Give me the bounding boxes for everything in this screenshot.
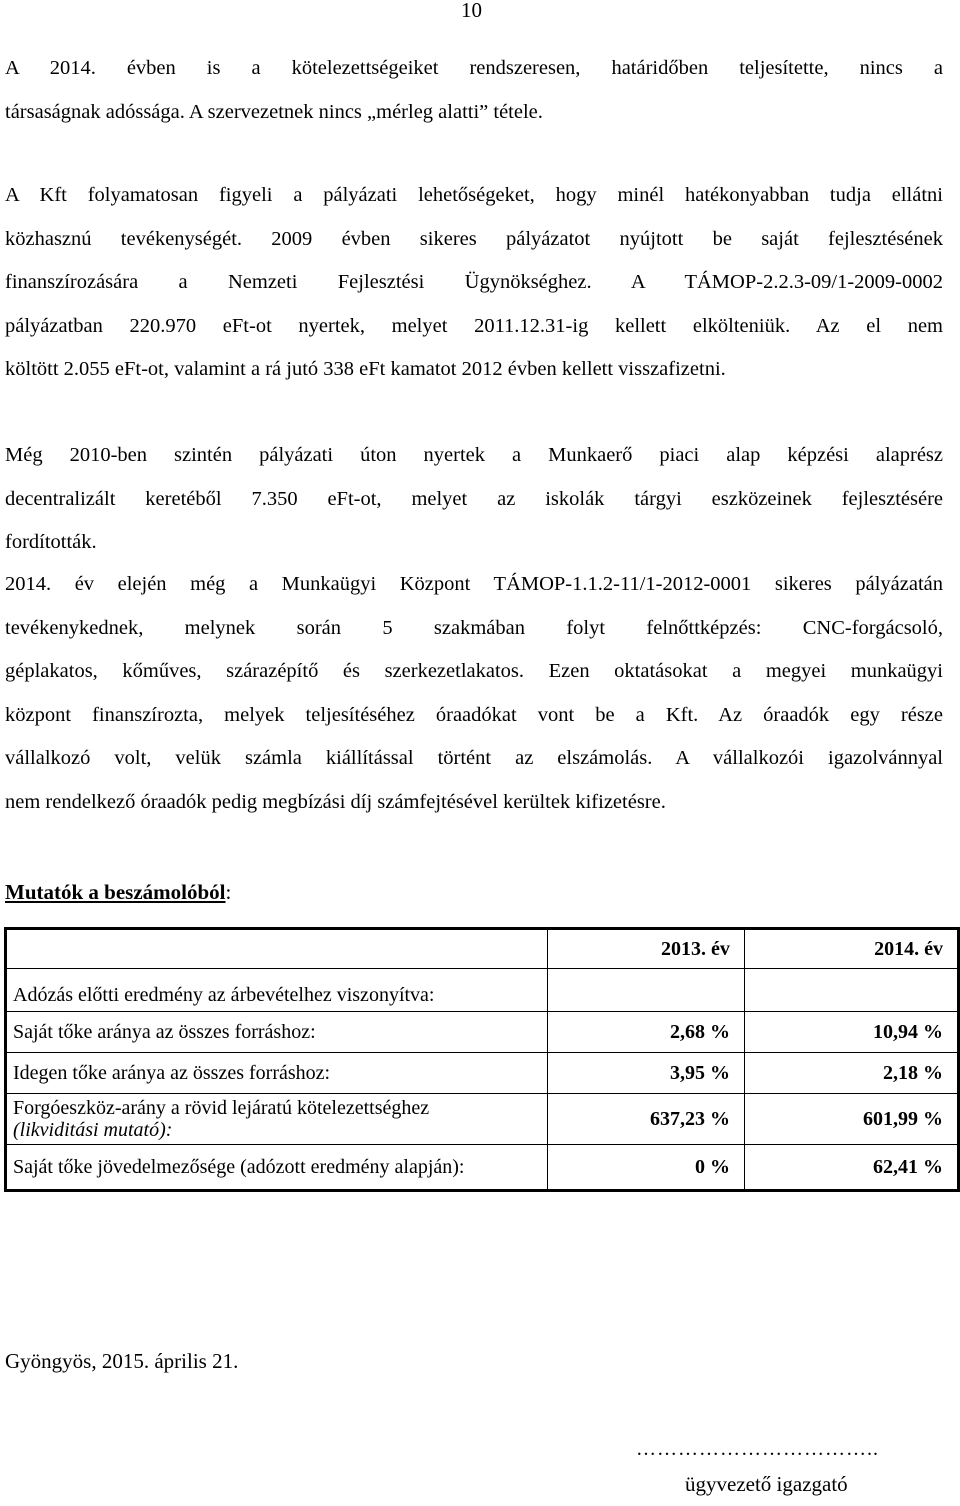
signature-title: ügyvezető igazgató	[685, 1472, 848, 1496]
value-2014: 10,94 %	[744, 1012, 958, 1053]
table-row	[6, 1145, 959, 1191]
row-label: Saját tőke aránya az összes forráshoz:	[6, 1012, 548, 1053]
value-2013: 0 %	[548, 1145, 745, 1191]
row-label-line: Forgóeszköz-arány a rövid lejáratú kötelezettséghez	[13, 1097, 430, 1119]
text-line: A Kft folyamatosan figyeli a pályázati lehetőségeket, hogy minél hatékonyabban tudja ellátni	[5, 184, 943, 206]
text-line: 2014. év elején még a Munkaügyi Központ TÁMOP-1.1.2-11/1-2012-0001 sikeres pályázatán	[5, 573, 943, 595]
page-number: 10	[461, 0, 482, 22]
text-line: pályázatban 220.970 eFt-ot nyertek, melyet 2011.12.31-ig kellett elkölteniük. Az el nem	[5, 314, 943, 337]
text-line: nem rendelkező óraadók pedig megbízási díj számfejtésével kerültek kifizetésre.	[5, 790, 666, 813]
value-2014	[744, 969, 958, 1012]
value-2013	[548, 969, 745, 1012]
indicators-table	[4, 927, 960, 1192]
indicators-heading-colon: :	[225, 880, 232, 904]
text-line: Még 2010-ben szintén pályázati úton nyertek a Munkaerő piaci alap képzési alaprész	[5, 444, 943, 466]
column-header-2013: 2013. év	[548, 929, 745, 969]
table-header-empty-cell	[6, 929, 548, 969]
row-label: Adózás előtti eredmény az árbevételhez viszonyítva:	[6, 969, 548, 1012]
text-line: géplakatos, kőműves, szárazépítő és szerkezetlakatos. Ezen oktatásokat a megyei munkaügyi	[5, 660, 943, 682]
text-line: decentralizált keretéből 7.350 eFt-ot, melyet az iskolák tárgyi eszközeinek fejlesztésére	[5, 487, 943, 510]
text-line: tevékenykednek, melynek során 5 szakmában folyt felnőttképzés: CNC-forgácsoló,	[5, 616, 943, 639]
row-label: Saját tőke jövedelmezősége (adózott eredmény alapján):	[6, 1145, 548, 1191]
row-label: Idegen tőke aránya az összes forráshoz:	[6, 1053, 548, 1094]
text-line: központ finanszírozta, melyek teljesítéséhez óraadókat vont be a Kft. Az óraadók egy része	[5, 703, 943, 726]
text-line: vállalkozó volt, velük számla kiállítással történt az elszámolás. A vállalkozói igazolvánnyal	[5, 747, 943, 769]
signature-line: ……………………………..	[636, 1438, 879, 1460]
text-line: költött 2.055 eFt-ot, valamint a rá jutó 338 eFt kamatot 2012 évben kellett visszafizetni.	[5, 358, 726, 380]
value-2014: 62,41 %	[744, 1145, 958, 1191]
column-header-2014: 2014. év	[744, 929, 958, 969]
row-label-note: (likviditási mutató):	[13, 1119, 173, 1141]
table-row	[6, 1012, 959, 1053]
row-label	[6, 1094, 548, 1145]
indicators-heading	[5, 880, 231, 905]
text-line: társaságnak adóssága. A szervezetnek nincs „mérleg alatti” tétele.	[5, 100, 543, 123]
paragraph-obligations	[5, 47, 943, 134]
value-2014: 2,18 %	[744, 1053, 958, 1094]
text-line: fordították.	[5, 531, 97, 553]
paragraph-tender-opportunities	[5, 174, 943, 392]
table-row	[6, 1094, 959, 1145]
paragraph-2010-grant	[5, 434, 943, 565]
value-2013: 637,23 %	[548, 1094, 745, 1145]
text-line: A 2014. évben is a kötelezettségeiket rendszeresen, határidőben teljesítette, nincs a	[5, 57, 943, 79]
table-row	[6, 969, 959, 1012]
place-and-date: Gyöngyös, 2015. április 21.	[5, 1349, 239, 1373]
paragraph-adult-education	[5, 563, 943, 824]
value-2013: 3,95 %	[548, 1053, 745, 1094]
text-line: közhasznú tevékenységét. 2009 évben sikeres pályázatot nyújtott be saját fejlesztésének	[5, 227, 943, 250]
table-row	[6, 1053, 959, 1094]
text-line: finanszírozására a Nemzeti Fejlesztési Ügynökséghez. A TÁMOP-2.2.3-09/1-2009-0002	[5, 271, 943, 293]
indicators-heading-text: Mutatók a beszámolóból	[5, 880, 226, 904]
value-2013: 2,68 %	[548, 1012, 745, 1053]
value-2014: 601,99 %	[744, 1094, 958, 1145]
table-header-row	[6, 929, 959, 969]
